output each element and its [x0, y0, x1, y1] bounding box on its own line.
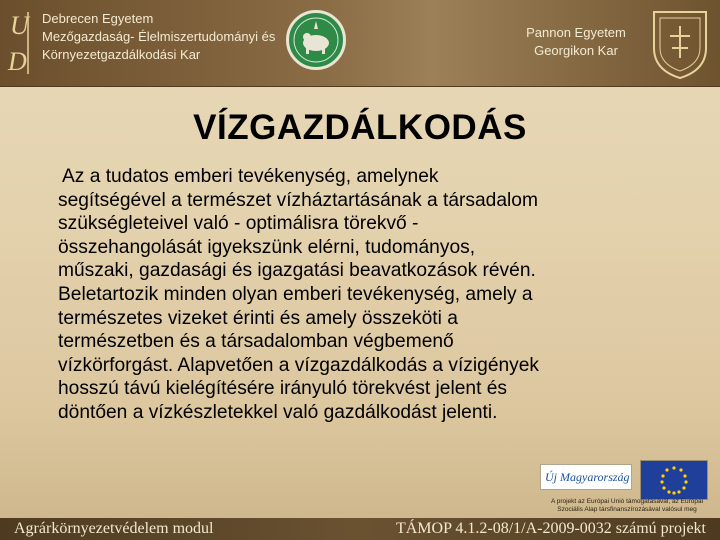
eu-caption-line: A projekt az Európai Unió támogatásával, az Európai [550, 498, 704, 505]
page-title: VÍZGAZDÁLKODÁS [193, 108, 527, 147]
faculty-seal-logo [286, 10, 346, 70]
georgikon-crest-logo [646, 8, 714, 80]
svg-text:U: U [10, 11, 29, 40]
debrecen-line-3: Környezetgazdálkodási Kar [42, 47, 201, 62]
body-line: döntően a vízkészletekkel való gazdálkodást jelenti. [58, 401, 498, 423]
eu-funding-logos [536, 458, 718, 518]
body-line: természetes vizeket érinti és amely összeköti a [58, 307, 458, 329]
body-line: segítségével a természet vízháztartásának a társadalom [58, 189, 538, 211]
pannon-line-1: Pannon Egyetem [526, 25, 626, 40]
pannon-line-2: Georgikon Kar [534, 43, 618, 58]
definition-text [58, 165, 688, 425]
uj-magyarorszag-logo-text: Új Magyarország [545, 470, 630, 484]
body-line: természetben és a társadalomban végbemenő [58, 331, 454, 353]
debrecen-line-2: Mezőgazdaság- Élelmiszertudományi és [42, 29, 276, 44]
eu-caption-line: Szociális Alap társfinanszírozásával valósul meg [557, 506, 697, 513]
body-line: szükségleteivel való - optimálisra törekvő - [58, 213, 419, 235]
body-line: Az a tudatos emberi tevékenység, amelynek [62, 166, 439, 187]
project-id: TÁMOP 4.1.2-08/1/A-2009-0032 számú projekt [395, 520, 706, 537]
eu-funding-caption [536, 498, 718, 514]
svg-text:D: D [8, 47, 27, 76]
eu-flag-logo [640, 460, 708, 500]
module-name: Agrárkörnyezetvédelem modul [14, 520, 214, 537]
body-line: hosszú távú kielégítésére irányuló törekvést jelent és [58, 378, 508, 400]
body-line: műszaki, gazdasági és igazgatási beavatkozások révén. [58, 260, 536, 282]
header-band [0, 0, 720, 87]
uj-magyarorszag-logo [540, 464, 632, 490]
footer-band [0, 518, 720, 540]
debrecen-faculty-name [42, 10, 282, 64]
body-line: vízkörforgást. Alapvetően a vízgazdálkodás a vízigények [58, 354, 540, 376]
body-line: Beletartozik minden olyan emberi tevékenység, amely a [58, 283, 533, 305]
pannon-faculty-name [516, 24, 636, 60]
debrecen-line-1: Debrecen Egyetem [42, 11, 154, 26]
university-of-debrecen-logo [6, 8, 34, 78]
body-line: összehangolását igyekszünk elérni, tudományos, [58, 236, 476, 258]
